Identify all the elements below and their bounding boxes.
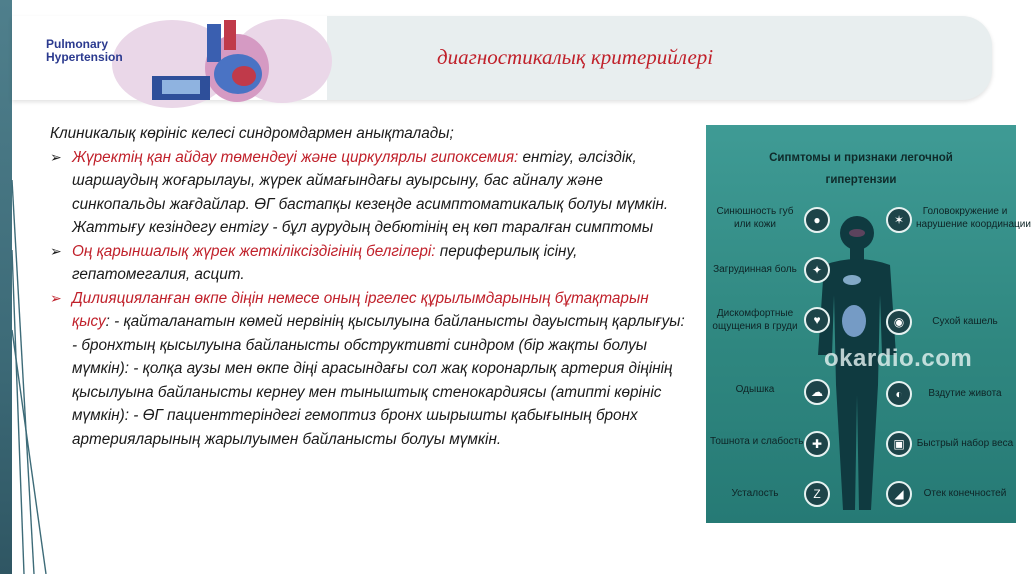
swelling-icon: ◢ [886,481,912,507]
bullet-1 [50,146,690,240]
logo-line1: Pulmonary [46,37,109,51]
bullet-3 [50,287,690,452]
symptom-left-5: Тошнота и слабость [710,436,804,447]
symptom-left-2: Загрудинная боль [713,264,797,275]
lips-icon: ● [804,207,830,233]
symptom-left-6: Усталость [731,488,779,499]
bullet-1-heading: Жүректің қан айдау төмендеуі және циркулярлы гипоксемия: [72,148,519,166]
cough-icon: ◉ [886,309,912,335]
infographic-title-line1: Сипмтомы и признаки легочной [769,152,953,164]
infographic-title-line2: гипертензии [825,174,897,186]
nausea-icon: ✚ [804,431,830,457]
bloating-icon: ◐ [886,381,912,407]
heart-icon: ♥ [804,307,830,333]
bullet-2-text: периферилық ісіну, гепатомегалия, асцит. [72,242,578,283]
symptom-right-1: Головокружение и нарушение координации [916,206,1031,230]
symptom-left-4: Одышка [735,384,775,395]
symptom-left-1: Синюшность губ или кожи [716,206,794,230]
bullet-2 [50,240,690,287]
chest-pain-icon: ✦ [804,257,830,283]
intro-text: Клиникалық көрініс келесі синдромдармен анықталады; [50,125,454,142]
pulmonary-hypertension-banner [12,16,327,100]
bullet-arrow-icon: ➢ [50,242,62,259]
bullet-3-heading: Дилияцияланған өкпе діңін немесе оның іргелес құрылымдарының бұтақтарын қысу [72,289,649,330]
symptom-right-4: Быстрый набор веса [916,438,1014,449]
fatigue-icon: Z [804,481,830,507]
scale-icon: ▣ [886,431,912,457]
symptom-right-2: Сухой кашель [932,316,998,327]
symptom-right-3: Вздутие живота [928,388,1002,399]
symptoms-infographic [706,125,1031,523]
bullet-3-text: : - қайталанатын көмей нервінің қысылуына байланысты дауыстың қарлығуы: - бронхтың қысылуына байланысты обструктивті синдром (бір жақты болуы мүмкін): - қолқа аузы мен өкпе діңі арасындағы сол жақ коронарлық артерия діңінің қысылуына байланысты кернеу мен тыныштық стенокардиясы (атипті көрініс мүмкін): - ӨГ пациенттеріндегі гемоптиз бронх шырышты қабығының бронх артерияларының жарылуымен байланысты болуы мүмкін. [72,313,685,448]
watermark: okardio.com [824,345,973,372]
page-title: диагностикалық критерийлері [437,45,714,69]
bullet-arrow-icon: ➢ [50,289,62,306]
content-text [50,122,690,451]
symptom-right-5: Отек конечностей [923,488,1007,499]
logo-line2: Hypertension [46,50,123,64]
breathless-icon: ☁ [804,379,830,405]
logo-text [46,38,123,64]
symptom-left-3: Дискомфортные ощущения в груди [712,308,798,332]
dizziness-icon: ✶ [886,207,912,233]
bullet-1-text: ентігу, әлсіздік, шаршаудың жоғарылауы, жүрек аймағындағы ауырсыну, бас айналу және синкопальды жағдайлар. ӨГ бастапқы кезеңде асимптоматикалық болуы мүмкін. Жаттығу кезіндегу ентігу - бұл аурудың дебютінің ең көп таралған симптомы [72,148,669,236]
bullet-arrow-icon: ➢ [50,148,62,165]
bullet-2-heading: Оң қарыншалық жүрек жеткіліксіздігінің белгілері: [72,242,436,260]
